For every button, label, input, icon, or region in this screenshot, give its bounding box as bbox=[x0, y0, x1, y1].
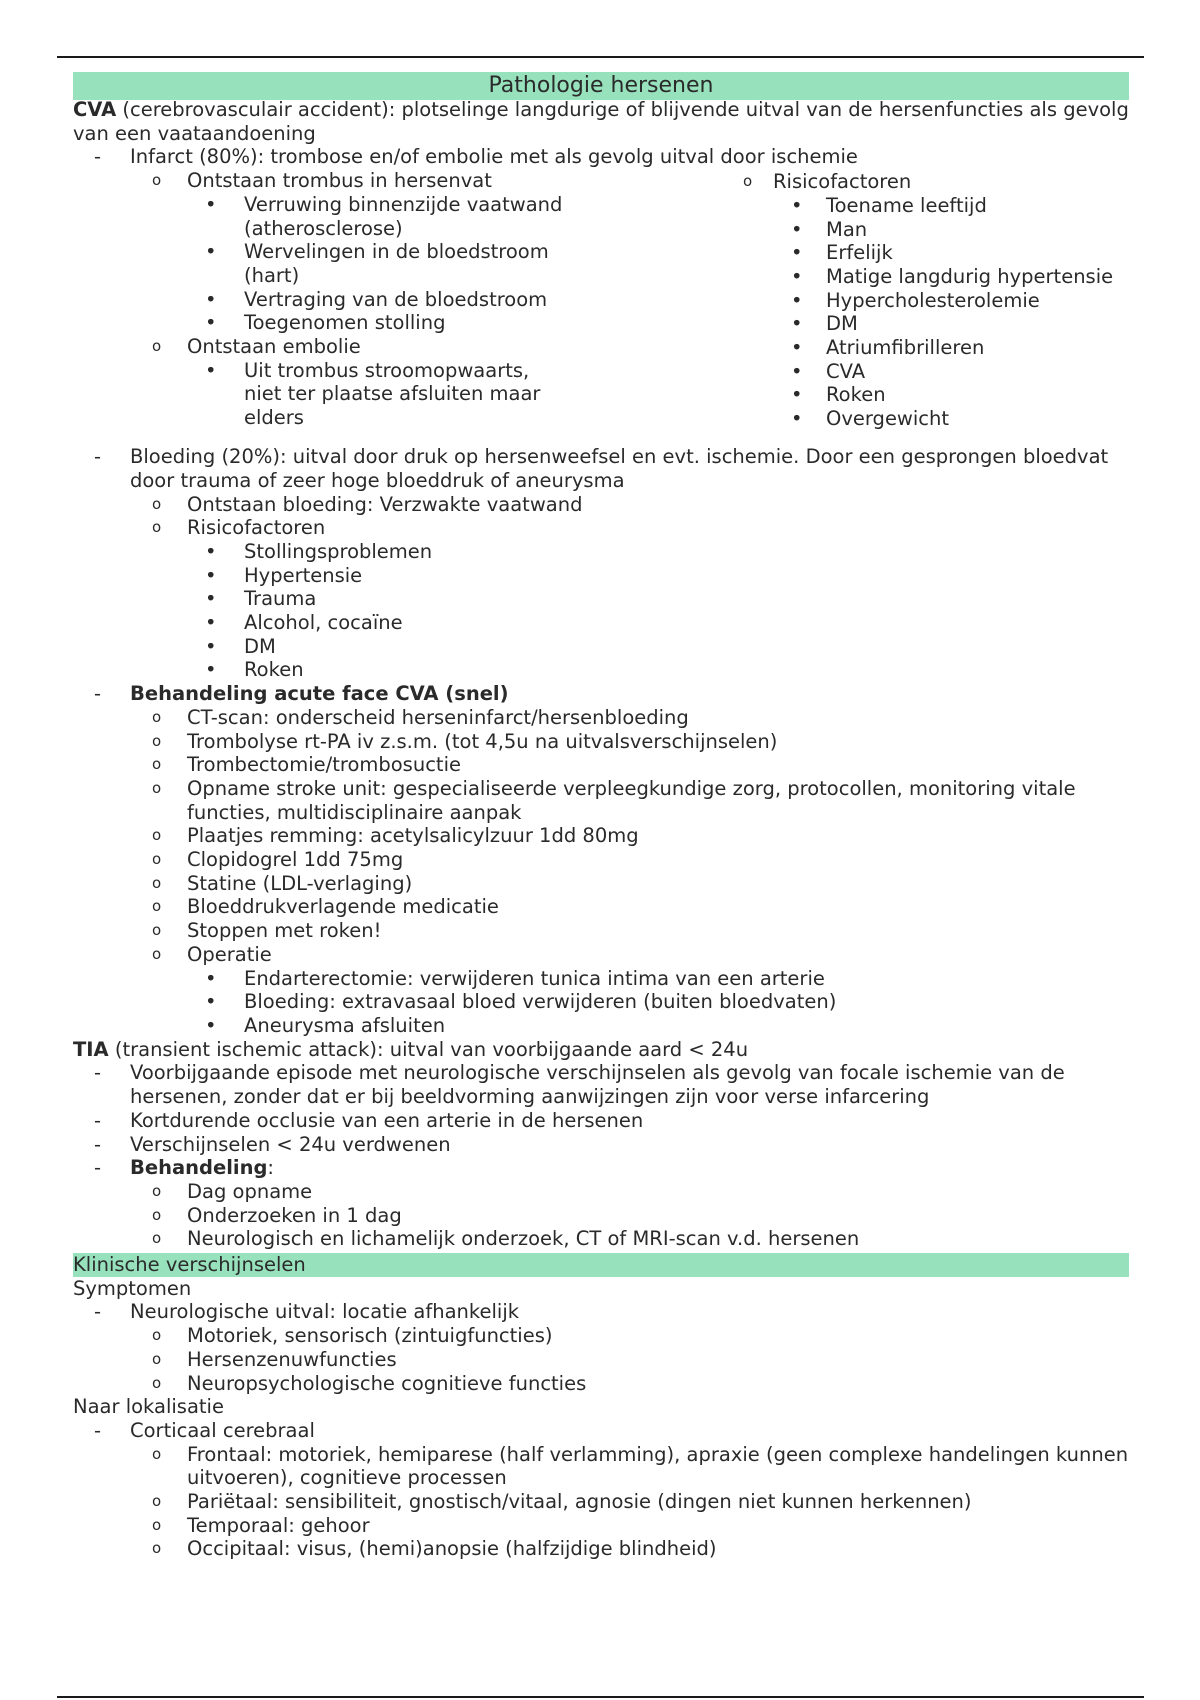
dash-marker: - bbox=[94, 445, 102, 469]
bullet-marker: • bbox=[791, 312, 803, 336]
infarct-item: - Infarct (80%): trombose en/of embolie met als gevolg uitval door ischemie bbox=[94, 145, 858, 169]
circle-marker: o bbox=[152, 778, 162, 797]
bullet-marker: • bbox=[791, 383, 803, 407]
list-item: - Kortdurende occlusie van een arterie in de hersenen bbox=[94, 1108, 644, 1132]
bullet-marker: • bbox=[791, 217, 803, 241]
dash-marker: - bbox=[94, 1300, 102, 1324]
circle-marker: o bbox=[152, 1229, 162, 1248]
list-item: • DM bbox=[791, 312, 858, 336]
bullet-marker: • bbox=[791, 288, 803, 312]
list-item: o Clopidogrel 1dd 75mg bbox=[152, 848, 404, 872]
bullet-marker: • bbox=[791, 359, 803, 383]
list-item: o Onderzoeken in 1 dag bbox=[152, 1203, 402, 1227]
operatie-heading: o Operatie bbox=[152, 942, 272, 966]
dash-marker: - bbox=[94, 1418, 102, 1442]
bullet-marker: • bbox=[205, 358, 217, 382]
dash-marker: - bbox=[94, 1061, 102, 1085]
list-item: • Stollingsproblemen bbox=[205, 539, 433, 563]
bullet-marker: • bbox=[205, 240, 217, 264]
bullet-marker: • bbox=[791, 241, 803, 265]
circle-marker: o bbox=[152, 1515, 162, 1534]
list-item: • Vertraging van de bloedstroom bbox=[205, 287, 548, 311]
circle-marker: o bbox=[152, 1444, 162, 1463]
lokalisatie-heading: Naar lokalisatie bbox=[73, 1395, 224, 1419]
risk-factors-heading: o Risicofactoren bbox=[743, 170, 912, 194]
dash-marker: - bbox=[94, 1132, 102, 1156]
list-item: o Trombectomie/trombosuctie bbox=[152, 753, 461, 777]
cva-definition bbox=[73, 98, 1129, 145]
list-item: • Atriumfibrilleren bbox=[791, 336, 985, 360]
list-item: • Trauma bbox=[205, 587, 317, 611]
tia-definition-text: (transient ischemic attack): uitval van voorbijgaande aard < 24u bbox=[108, 1037, 749, 1061]
embolie-item: o Ontstaan embolie bbox=[152, 335, 361, 359]
list-item: • Toename leeftijd bbox=[791, 193, 987, 217]
list-item: • Aneurysma afsluiten bbox=[205, 1013, 446, 1037]
list-item: o Pariëtaal: sensibiliteit, gnostisch/vitaal, agnosie (dingen niet kunnen herkennen) bbox=[152, 1490, 972, 1514]
list-item: • Bloeding: extravasaal bloed verwijderen (buiten bloedvaten) bbox=[205, 990, 837, 1014]
circle-marker: o bbox=[152, 707, 162, 726]
circle-marker: o bbox=[152, 921, 162, 940]
list-item: • Uit trombus stroomopwaarts, niet ter plaatse afsluiten maar elders bbox=[205, 358, 541, 430]
circle-marker: o bbox=[152, 1181, 162, 1200]
bullet-marker: • bbox=[205, 990, 217, 1014]
bullet-marker: • bbox=[205, 539, 217, 563]
list-item: • Hypertensie bbox=[205, 563, 363, 587]
circle-marker: o bbox=[152, 897, 162, 916]
circle-marker: o bbox=[152, 1326, 162, 1345]
circle-marker: o bbox=[152, 731, 162, 750]
list-item: o Neuropsychologische cognitieve functies bbox=[152, 1371, 587, 1395]
circle-marker: o bbox=[152, 944, 162, 963]
list-item: • Roken bbox=[791, 383, 886, 407]
section-heading-klinisch: Klinische verschijnselen bbox=[73, 1253, 1129, 1277]
dash-marker: - bbox=[94, 1108, 102, 1132]
list-item: o Hersenzenuwfuncties bbox=[152, 1347, 397, 1371]
bloeding-risk-heading: o Risicofactoren bbox=[152, 516, 326, 540]
circle-marker: o bbox=[152, 1205, 162, 1224]
infarct-causes-column bbox=[73, 169, 713, 430]
bullet-marker: • bbox=[791, 407, 803, 431]
page-title: Pathologie hersenen bbox=[73, 72, 1129, 100]
circle-marker: o bbox=[152, 171, 162, 190]
infarct-columns bbox=[73, 169, 1129, 445]
tia-definition bbox=[73, 1038, 1129, 1062]
cva-definition-text: (cerebrovasculair accident): plotselinge langdurige of blijvende uitval van de hersenfuncties als gevolg van een vaataandoening bbox=[73, 98, 1129, 145]
cva-behandeling-heading: - Behandeling acute face CVA (snel) bbox=[94, 682, 509, 706]
bullet-marker: • bbox=[791, 336, 803, 360]
list-item: • Verruwing binnenzijde vaatwand (atherosclerose) bbox=[205, 192, 563, 240]
list-item: - Neurologische uitval: locatie afhankelijk bbox=[94, 1300, 520, 1324]
circle-marker: o bbox=[743, 172, 753, 191]
list-item: • Endarterectomie: verwijderen tunica intima van een arterie bbox=[205, 966, 825, 990]
symptomen-heading: Symptomen bbox=[73, 1276, 192, 1300]
list-item: • CVA bbox=[791, 359, 866, 383]
list-item: o Stoppen met roken! bbox=[152, 919, 382, 943]
circle-marker: o bbox=[152, 337, 162, 356]
bullet-marker: • bbox=[205, 634, 217, 658]
list-item: • Alcohol, cocaïne bbox=[205, 611, 403, 635]
list-item: • Man bbox=[791, 217, 868, 241]
bloeding-item: - Bloeding (20%): uitval door druk op hersenweefsel en evt. ischemie. Door een gesprongen bloedvat door trauma of zeer hoge bloeddruk of aneurysma bbox=[94, 445, 1109, 492]
cva-term: CVA bbox=[73, 98, 117, 121]
list-item: • Toegenomen stolling bbox=[205, 311, 446, 335]
list-item: • Overgewicht bbox=[791, 407, 950, 431]
list-item: o Motoriek, sensorisch (zintuigfuncties) bbox=[152, 1324, 553, 1348]
dash-marker: - bbox=[94, 682, 102, 706]
list-item: - Corticaal cerebraal bbox=[94, 1418, 315, 1442]
bullet-marker: • bbox=[205, 611, 217, 635]
list-item: o CT-scan: onderscheid herseninfarct/hersenbloeding bbox=[152, 705, 689, 729]
list-item: • Hypercholesterolemie bbox=[791, 288, 1040, 312]
document-body bbox=[73, 72, 1129, 1561]
list-item: • Wervelingen in de bloedstroom (hart) bbox=[205, 240, 549, 287]
bullet-marker: • bbox=[205, 966, 217, 990]
list-item: - Voorbijgaande episode met neurologische verschijnselen als gevolg van focale ischemie van de hersenen, zonder dat er bij beeldvorming aanwijzingen zijn voor verse infarcering bbox=[94, 1061, 1065, 1109]
circle-marker: o bbox=[152, 494, 162, 513]
list-item: o Dag opname bbox=[152, 1179, 313, 1203]
circle-marker: o bbox=[152, 518, 162, 537]
bullet-marker: • bbox=[205, 587, 217, 611]
tia-behandeling-heading: - Behandeling: bbox=[94, 1156, 274, 1180]
list-item: o Neurologisch en lichamelijk onderzoek, CT of MRI-scan v.d. hersenen bbox=[152, 1227, 860, 1251]
bullet-marker: • bbox=[791, 264, 803, 288]
circle-marker: o bbox=[152, 873, 162, 892]
list-item: o Plaatjes remming: acetylsalicylzuur 1dd 80mg bbox=[152, 824, 639, 848]
list-item: o Ontstaan bloeding: Verzwakte vaatwand bbox=[152, 492, 583, 516]
circle-marker: o bbox=[152, 826, 162, 845]
tia-term: TIA bbox=[73, 1037, 109, 1061]
list-item: • Roken bbox=[205, 658, 304, 682]
footer-rule bbox=[57, 1696, 1144, 1698]
bullet-marker: • bbox=[791, 193, 803, 217]
list-item: • Erfelijk bbox=[791, 241, 893, 265]
circle-marker: o bbox=[152, 1349, 162, 1368]
infarct-risk-column bbox=[633, 170, 1129, 431]
list-item: o Temporaal: gehoor bbox=[152, 1513, 370, 1537]
list-item: o Frontaal: motoriek, hemiparese (half verlamming), apraxie (geen complexe handelingen kunnen uitvoeren), cognitieve processen bbox=[152, 1442, 1129, 1490]
bullet-marker: • bbox=[205, 192, 217, 216]
list-item: o Occipitaal: visus, (hemi)anopsie (halfzijdige blindheid) bbox=[152, 1537, 717, 1561]
dash-marker: - bbox=[94, 1156, 102, 1180]
list-item: o Trombolyse rt-PA iv z.s.m. (tot 4,5u na uitvalsverschijnselen) bbox=[152, 729, 778, 753]
trombus-item: o Ontstaan trombus in hersenvat bbox=[152, 169, 492, 193]
bullet-marker: • bbox=[205, 658, 217, 682]
bullet-marker: • bbox=[205, 311, 217, 335]
list-item: o Opname stroke unit: gespecialiseerde verpleegkundige zorg, protocollen, monitoring vitale functies, multidisciplinaire aanpak bbox=[152, 776, 1076, 824]
list-item: o Bloeddrukverlagende medicatie bbox=[152, 895, 499, 919]
list-item: - Verschijnselen < 24u verdwenen bbox=[94, 1132, 451, 1156]
circle-marker: o bbox=[152, 850, 162, 869]
bullet-marker: • bbox=[205, 287, 217, 311]
bullet-marker: • bbox=[205, 1013, 217, 1037]
list-item: • DM bbox=[205, 634, 276, 658]
dash-marker: - bbox=[94, 145, 102, 169]
bullet-marker: • bbox=[205, 563, 217, 587]
circle-marker: o bbox=[152, 1492, 162, 1511]
header-rule bbox=[57, 56, 1144, 58]
circle-marker: o bbox=[152, 1373, 162, 1392]
circle-marker: o bbox=[152, 1539, 162, 1558]
circle-marker: o bbox=[152, 755, 162, 774]
list-item: o Statine (LDL-verlaging) bbox=[152, 871, 413, 895]
list-item: • Matige langdurig hypertensie bbox=[791, 264, 1114, 288]
